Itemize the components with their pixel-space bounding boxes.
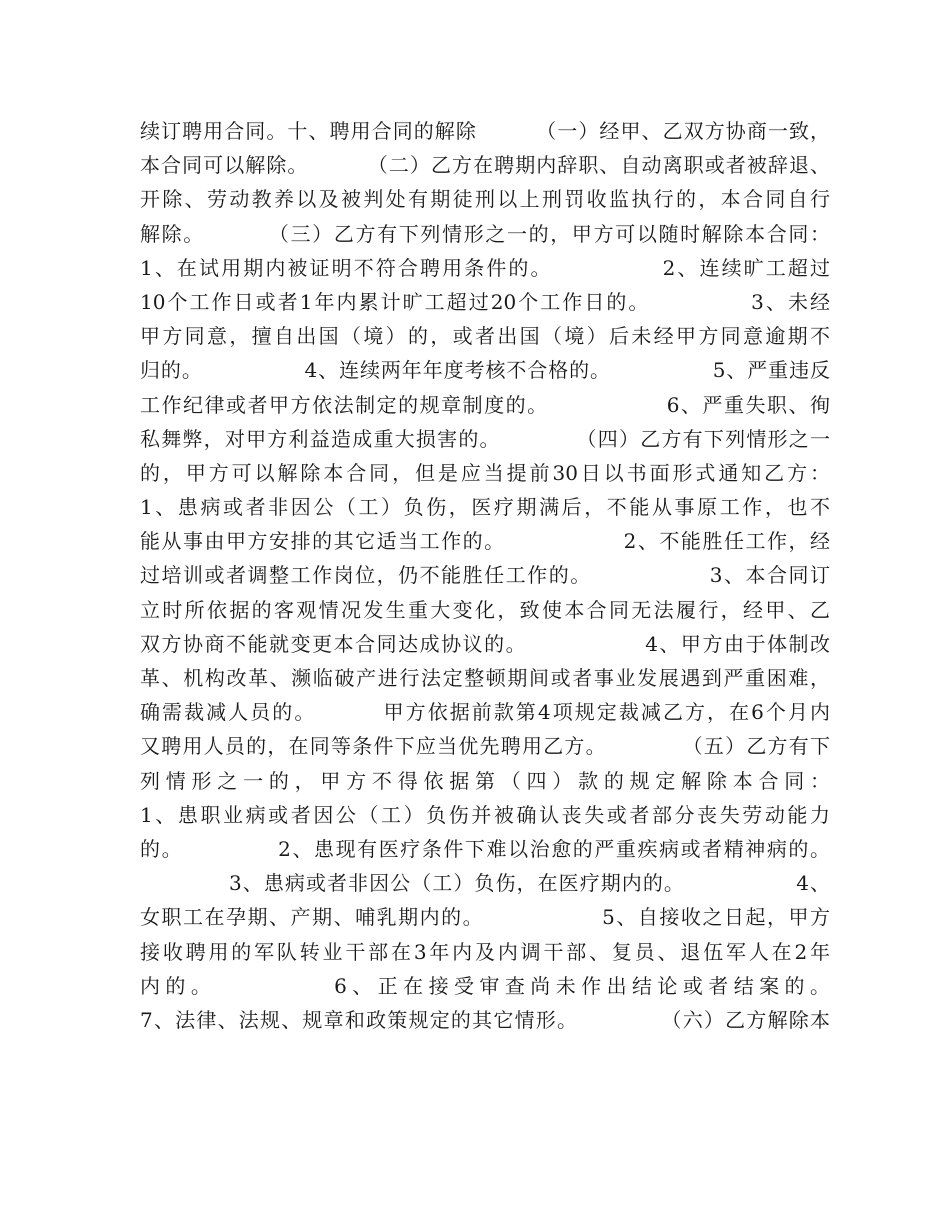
text-line: 革、机构改革、濒临破产进行法定整顿期间或者事业发展遇到严重困难， (140, 666, 830, 690)
text-line: 的，甲方可以解除本合同，但是应当提前30日以书面形式通知乙方： (140, 460, 830, 485)
text-line: 双方协商不能就变更本合同达成协议的。 4、甲方由于体制改 (140, 631, 830, 656)
text-line: 内的。 6、正在接受审查尚未作出结论或者结案的。 (140, 973, 830, 998)
document-body (140, 114, 830, 1037)
text-line: 1、患职业病或者因公（工）负伤并被确认丧失或者部分丧失劳动能力 (140, 802, 830, 827)
text-line: 立时所依据的客观情况发生重大变化，致使本合同无法履行，经甲、乙 (140, 597, 830, 622)
text-line: 又聘用人员的，在同等条件下应当优先聘用乙方。 （五）乙方有下 (140, 734, 830, 759)
text-line: 归的。 4、连续两年年度考核不合格的。 5、严重违反 (140, 358, 830, 383)
text-line: 过培训或者调整工作岗位，仍不能胜任工作的。 3、本合同订 (140, 563, 830, 588)
text-line: 1、在试用期内被证明不符合聘用条件的。 2、连续旷工超过 (140, 255, 830, 280)
text-line: 女职工在孕期、产期、哺乳期内的。 5、自接收之日起，甲方 (140, 905, 830, 930)
text-line: 开除、劳动教养以及被判处有期徒刑以上刑罚收监执行的，本合同自行 (140, 187, 830, 212)
text-line: 本合同可以解除。 （二）乙方在聘期内辞职、自动离职或者被辞退、 (140, 153, 830, 178)
text-line: 7、法律、法规、规章和政策规定的其它情形。 （六）乙方解除本 (140, 1007, 830, 1032)
text-line: 接收聘用的军队转业干部在3年内及内调干部、复员、退伍军人在2年 (140, 939, 830, 964)
text-line: 1、患病或者非因公（工）负伤，医疗期满后，不能从事原工作，也不 (140, 495, 830, 520)
text-line: 列情形之一的，甲方不得依据第（四）款的规定解除本合同： (140, 768, 830, 793)
text-line: 能从事由甲方安排的其它适当工作的。 2、不能胜任工作，经 (140, 529, 830, 554)
text-line: 的。 2、患现有医疗条件下难以治愈的严重疾病或者精神病的。 (140, 836, 830, 861)
text-line: 10个工作日或者1年内累计旷工超过20个工作日的。 3、未经 (140, 289, 830, 314)
text-line: 私舞弊，对甲方利益造成重大损害的。 （四）乙方有下列情形之一 (140, 426, 830, 451)
text-line: 工作纪律或者甲方依法制定的规章制度的。 6、严重失职、徇 (140, 392, 830, 417)
text-line: 解除。 （三）乙方有下列情形之一的，甲方可以随时解除本合同： (140, 221, 830, 246)
text-line: 确需裁减人员的。 甲方依据前款第4项规定裁减乙方，在6个月内 (140, 700, 830, 725)
text-line: 3、患病或者非因公（工）负伤，在医疗期内的。 4、 (140, 871, 830, 896)
text-line: 甲方同意，擅自出国（境）的，或者出国（境）后未经甲方同意逾期不 (140, 324, 830, 349)
text-line: 续订聘用合同。十、聘用合同的解除 （一）经甲、乙双方协商一致， (140, 119, 830, 143)
